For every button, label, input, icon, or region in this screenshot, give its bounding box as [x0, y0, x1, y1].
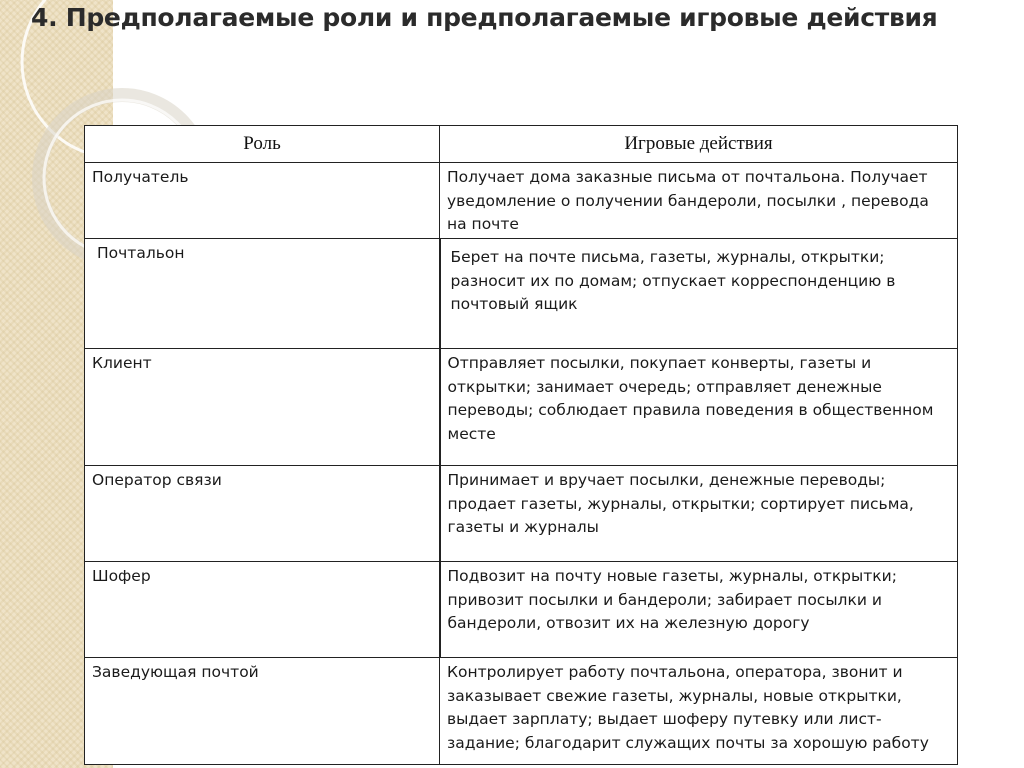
table-row	[85, 349, 958, 466]
header-role: Роль	[85, 126, 440, 163]
table-row	[85, 562, 958, 658]
table-row	[85, 466, 958, 562]
table-row	[85, 163, 958, 239]
actions-cell: Подвозит на почту новые газеты, журналы, открытки; привозит посылки и бандероли; забирает посылки и бандероли, отвозит их на железную дорогу	[440, 562, 958, 658]
actions-cell: Отправляет посылки, покупает конверты, газеты и открытки; занимает очередь; отправляет денежные переводы; соблюдает правила поведения в общественном месте	[440, 349, 958, 466]
role-cell: Шофер	[85, 562, 440, 658]
role-cell: Получатель	[85, 163, 440, 239]
role-cell: Почтальон	[85, 239, 440, 349]
role-cell: Оператор связи	[85, 466, 440, 562]
actions-cell: Получает дома заказные письма от почтальона. Получает уведомление о получении бандероли, посылки , перевода на почте	[440, 163, 958, 239]
actions-cell: Берет на почте письма, газеты, журналы, открытки; разносит их по домам; отпускает корреспонденцию в почтовый ящик	[440, 239, 958, 349]
role-cell: Заведующая почтой	[85, 658, 440, 765]
actions-cell: Контролирует работу почтальона, оператора, звонит и заказывает свежие газеты, журналы, новые открытки, выдает зарплату; выдает шоферу путевку или лист-задание; благодарит служащих почты за хорошую работу	[440, 658, 958, 765]
table-header-row	[85, 126, 958, 163]
table-row	[85, 239, 958, 349]
actions-cell: Принимает и вручает посылки, денежные переводы; продает газеты, журналы, открытки; сортирует письма, газеты и журналы	[440, 466, 958, 562]
slide-title: 4. Предполагаемые роли и предполагаемые игровые действия	[31, 3, 938, 32]
header-actions: Игровые действия	[440, 126, 958, 163]
table-row	[85, 658, 958, 765]
role-cell: Клиент	[85, 349, 440, 466]
roles-table	[84, 125, 958, 765]
